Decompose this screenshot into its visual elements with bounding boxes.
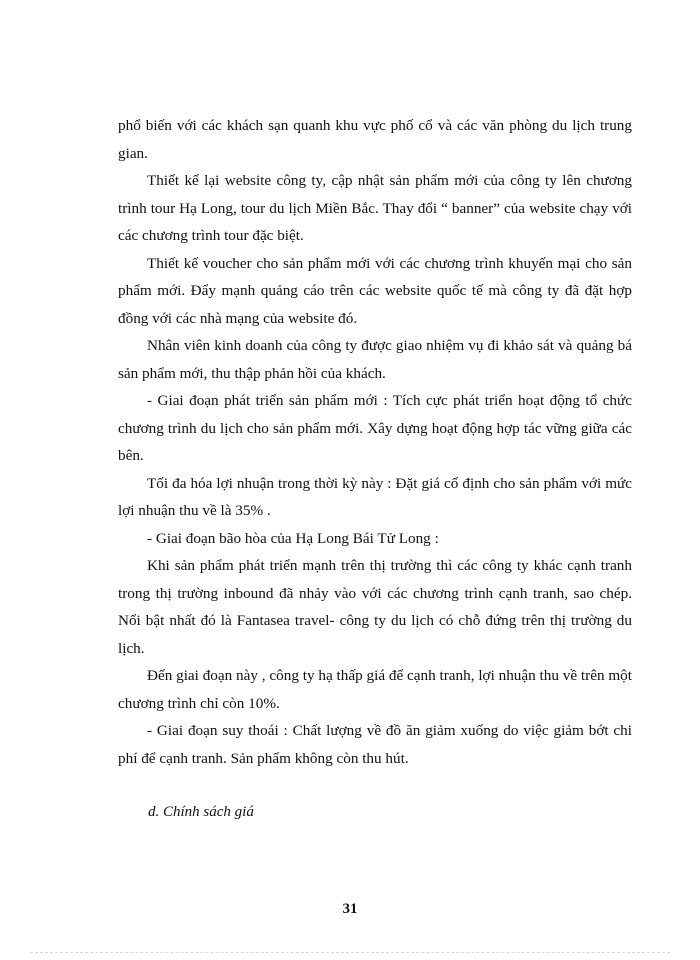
paragraph: Thiết kế lại website công ty, cập nhật sản phẩm mới của công ty lên chương trình tour Hạ Long, tour du lịch Miền Bắc. Thay đổi “ banner” của website chạy với các chương trình tour đặc biệt. — [118, 172, 632, 244]
paragraph: Đến giai đoạn này , công ty hạ thấp giá để cạnh tranh, lợi nhuận thu về trên một chương trình chỉ còn 10%. — [118, 667, 632, 712]
section-title: d. Chính sách giá — [148, 804, 254, 820]
paragraph: phổ biến với các khách sạn quanh khu vực phố cổ và các văn phòng du lịch trung gian. — [118, 117, 632, 162]
paragraph: Khi sản phẩm phát triển mạnh trên thị trường thì các công ty khác cạnh tranh trong thị trường inbound đã nhảy vào với các chương trình cạnh tranh, sao chép. Nổi bật nhất đó là Fantasea travel- công ty du lịch có chỗ đứng trên thị trường du lịch. — [118, 557, 632, 657]
paragraph: - Giai đoạn suy thoái : Chất lượng về đồ ăn giảm xuống do việc giảm bớt chi phí để cạnh tranh. Sản phẩm không còn thu hút. — [118, 722, 632, 767]
paragraph: - Giai đoạn bão hòa của Hạ Long Bái Tử Long : — [147, 529, 439, 547]
page-bottom-rule — [30, 952, 670, 953]
paragraph: - Giai đoạn phát triển sản phẩm mới : Tích cực phát triển hoạt động tổ chức chương trình du lịch cho sản phẩm mới. Xây dựng hoạt động hợp tác vững giữa các bên. — [118, 392, 632, 464]
body-text — [118, 112, 632, 772]
paragraph: Tối đa hóa lợi nhuận trong thời kỳ này : Đặt giá cố định cho sản phẩm với mức lợi nhuận thu về là 35% . — [118, 474, 632, 519]
paragraph: Thiết kế voucher cho sản phẩm mới với các chương trình khuyến mại cho sản phẩm mới. Đẩy mạnh quảng cáo trên các website quốc tế mà công ty đã đặt hợp đồng với các nhà mạng của website đó. — [118, 254, 632, 327]
page-number: 31 — [342, 901, 358, 917]
paragraph: Nhân viên kinh doanh của công ty được giao nhiệm vụ đi khảo sát và quảng bá sản phẩm mới, thu thập phản hồi của khách. — [118, 337, 632, 382]
